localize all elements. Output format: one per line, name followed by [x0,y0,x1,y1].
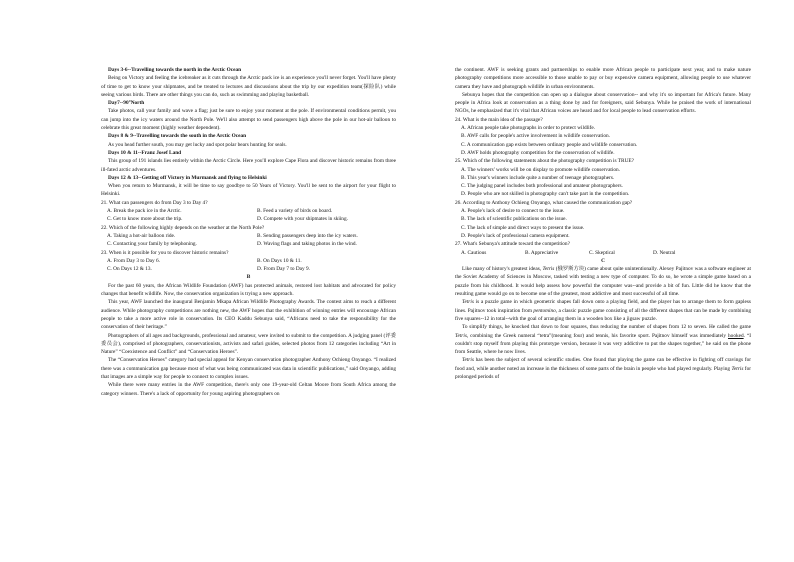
days-8-9-text: As you head further south, you may get lucky and spot polar bears hunting for seals. [108,141,287,148]
section-b-heading: B [246,274,251,281]
days-8-9-heading: Days 8 & 9--Travelling towards the south in the Arctic Ocean [108,133,247,140]
question-21-options-cd [101,215,396,223]
c-p4-text-b: for prolonged periods of [455,365,751,380]
days-10-11-text: This group of 191 islands lies entirely within the Arctic Circle. Here you'll explore Cape Flora and discover historic remains from three ill-fated arctic adventures. [101,158,396,173]
section-c-heading: C [601,257,605,264]
q21-option-c: C. Get to know more about the trip. [107,216,183,223]
passage-c-paragraph-3 [455,323,751,356]
passage-c-paragraph-1 [455,265,751,298]
q22-option-d: D. Waving flags and taking photos in the wind. [257,241,357,248]
q23-option-b: B. On Days 10 & 11. [257,257,302,264]
c-p2-tetris: Tetris [462,299,474,306]
c-p1-tetris: Tetris [542,266,555,273]
q25-option-c: C. The judging panel includes both professional and amateur photographers. [461,183,623,190]
days-3-6-text: Being on Victory and feeling the icebreaker as it cuts through the Arctic pack ice is an experience you'll never forget. You'll have plenty of time to get to know your shipmates, and be treated to lectures and discussions about the trip by our expedition team(探险队) while seeing various birds. There are other things you can do, such as swimming and playing basketball. [101,75,396,98]
question-27-options [455,249,751,257]
c-p4-tetris: Tetris [462,357,474,364]
c-p1-start: Like many of history's greatest ideas, [462,266,543,273]
q25-option-b: B. This year's winners include quite a number of teenage photographers. [461,174,615,181]
q27-option-b: B. Appreciative [525,249,559,256]
passage-c-paragraph-2 [455,298,751,323]
days-3-6-heading: Days 3-6--Travelling towards the north in the Arctic Ocean [108,67,242,73]
question-27: 27. What's Sebunya's attitude toward the competition? [455,241,570,248]
q26-option-c: C. The lack of simple and direct ways to present the issue. [461,224,585,231]
q22-option-b: B. Sending passengers deep into the icy waters. [257,232,358,239]
days-12-13-text: When you return to Murmansk, it will be time to say goodbye to 50 Years of Victory. You'll be sent to the airport for your flight to Helsinki. [101,183,396,198]
question-25: 25. Which of the following statements about the photography competition is TRUE? [455,158,634,165]
q24-option-a: A. African people take photographs in order to protect wildlife. [461,125,595,132]
q24-option-d: D. AWF holds photography competition for the conservation of wildlife. [461,149,615,156]
q25-option-d: D. People who are not skilled in photography can't take part in the competition. [461,191,630,198]
q26-option-d: D. People's lack of professional camera equipment. [461,232,570,239]
c-p3-tetris: Tetris [455,332,467,339]
q27-option-c: C. Skeptical [589,249,615,256]
question-21-options-ab [101,207,396,215]
q23-option-a: A. From Day 3 to Day 6. [107,257,160,264]
q26-option-b: B. The lack of scientific publications on the issue. [461,216,567,223]
day-7-heading: Day7--90°North [108,100,145,107]
question-23-options-cd [101,265,396,273]
c-p3-hooked: hooked [728,332,744,339]
c-p4-tetris-2: Tetris [731,365,744,372]
q23-option-c: C. On Days 12 & 13. [107,266,152,273]
q21-option-b: B. Feed a variety of birds on board. [257,208,333,215]
right-column [455,66,751,381]
q21-option-a: A. Break the pack ice in the Arctic. [107,208,182,215]
question-21: 21. What can passengers do from Day 3 to Day 4? [101,199,208,206]
question-22-options-ab [101,232,396,240]
question-23: 23. When is it possible for you to discover historic remains? [101,249,229,256]
c-p3-text-b: , combining the Greek numeral “tetra”(meaning four) and tennis, his favorite sport. Pajitnov himself was immediately [466,332,729,339]
question-22-options-cd [101,240,396,248]
passage-b-paragraph-2: This year, AWF launched the inaugural Benjamin Mkapa African Wildlife Photography Awards. The contest aims to reach a different audience. While photography competitions are nothing new, the AWF hopes that the exhibition of winning entries will encourage African people to take a more active role in conservation. Its CEO Kaddu Sebunya said, “Africans need to take the responsibility for the conservation of their heritage.” [101,299,396,331]
q22-option-a: A. Taking a hot-air balloon ride. [107,232,176,239]
c-p3-text-a: To simplify things, he knocked that down to four squares, thus reducing the number of shapes from 12 to seven. He called the game [462,324,751,331]
passage-b-paragraph-7: Sebunya hopes that the competition can open up a dialogue about conservation-- and why it's so important for Africa's future. Many people in Africa look at conservation as a thing done by and for foreigners, said Sebunya. While he praised the work of international NGOs, he emphasized that it's vital that African voices are heard and for local people to lead conservation efforts. [455,91,751,115]
c-p2-text-a: is a puzzle game in which geometric shapes fall down onto a playing field, and the player has to arrange them to form gapless lines. Pajitnov took inspiration from [455,299,751,314]
q22-option-c: C. Contacting your family by telephoning. [107,241,197,248]
c-p3-text-c: . “I couldn't stop myself from playing this prototype version, because it was very addictive to put the shapes together,” he said on the phone from Seattle, where he now lives. [455,332,751,356]
q23-option-d: D. From Day 7 to Day 9. [257,266,310,273]
day-7-text: Take photos, call your family and wave a flag; just be sure to enjoy your moment at the pole. If environmental conditions permit, you can jump into the icy waters around the North Pole. We'll also attempt to send passengers high above the pole in our hot-air balloon to celebrate this great moment (highly weather dependent). [101,108,396,132]
question-23-options-ab [101,257,396,265]
passage-b-paragraph-5: While there were many entries in the AWF competition, there's only one 19-year-old Celtan Moore from South Africa among the category winners. There's a lack of opportunity for young aspiring photographers on [101,382,396,397]
q21-option-d: D. Compete with your shipmates in skiing. [257,216,348,223]
q27-option-a: A. Cautious [461,249,487,256]
question-22: 22. Which of the following highly depends on the weather at the North Pole? [101,224,265,231]
c-p2-pentomino: pentomino [533,307,556,314]
q27-option-d: D. Neutral [653,249,676,256]
passage-b-paragraph-3: Photographers of all ages and backgrounds, professional and amateur, were invited to submit to the competition. A judging panel (评委委员会), comprised of photographers, conservationists, activists and safari guides, selected photos from 12 categories including “Art in Nature” “Coexistence and Conflict” and “Conservation Heroes”. [101,332,396,356]
question-24: 24. What is the main idea of the passage? [455,116,543,123]
q24-option-c: C. A communication gap exists between ordinary people and wildlife conservation. [461,141,638,148]
c-p1-rest: (俄罗斯方块) came about quite unintentionally. Alexey Pajitnov was a software engineer at the Soviet Academy of Sciences in Moscow, tasked with testing a new type of computer. To do so, he wrote a simple game based on a puzzle from his childhood. It would help assess how powerful the computer was--and provide a bit of fun. Little did he know that the resulting game would go on to become one of the greatest, most addictive and most successful of all time. [455,266,751,298]
passage-b-paragraph-4: The “Conservation Heroes” category had special appeal for Kenyan conservation photographer Anthony Ochieng Onyango. “I realized there was a communication gap because most of what was being communicated was data in scientific publications,” said Onyango, adding that images are a simple way for people to connect to complex issues. [101,357,396,380]
passage-b-paragraph-6: the continent. AWF is seeking grants and partnerships to enable more African people to participate next year, and to make nature photography competitions more accessible to those unable to pay or buy expensive camera equipment, allowing people to use whatever camera they have and photograph wildlife in urban environments. [455,67,751,90]
c-p4-text-a: has been the subject of several scientific studies. One found that playing the game can be effective in fighting off cravings for food and, while another noted an increase in the thickness of some parts of the brain in people who had played regularly. Playing [455,357,751,372]
q24-option-b: B. AWF calls for people's active involvement in wildlife conservation. [461,133,610,140]
q26-option-a: A. People's lack of desire to connect to the issue. [461,208,565,215]
passage-b-paragraph-1: For the past 60 years, the African Wildlife Foundation (AWF) has protected animals, restored lost habitats and advocated for policy changes that benefit wildlife. Now, the conservation organization is trying a new approach. [101,282,396,298]
days-12-13-heading: Days 12 & 13--Getting off Victory in Murmansk and flying to Helsinki [108,174,267,181]
days-10-11-heading: Days 10 & 11--Franz Josef Land [108,149,182,156]
q25-option-a: A. The winners' works will be on display to promote wildlife conservation. [461,166,620,173]
passage-c-paragraph-4 [455,356,751,381]
c-p2-text-b: , a classic puzzle game consisting of all the different shapes that can be made by combining five squares--12 in total--with the goal of arranging them in a wooden box like a jigsaw puzzle. [455,307,751,322]
left-column [101,66,396,398]
question-26: 26. According to Anthony Ochieng Onyango, what caused the communication gap? [455,199,633,206]
